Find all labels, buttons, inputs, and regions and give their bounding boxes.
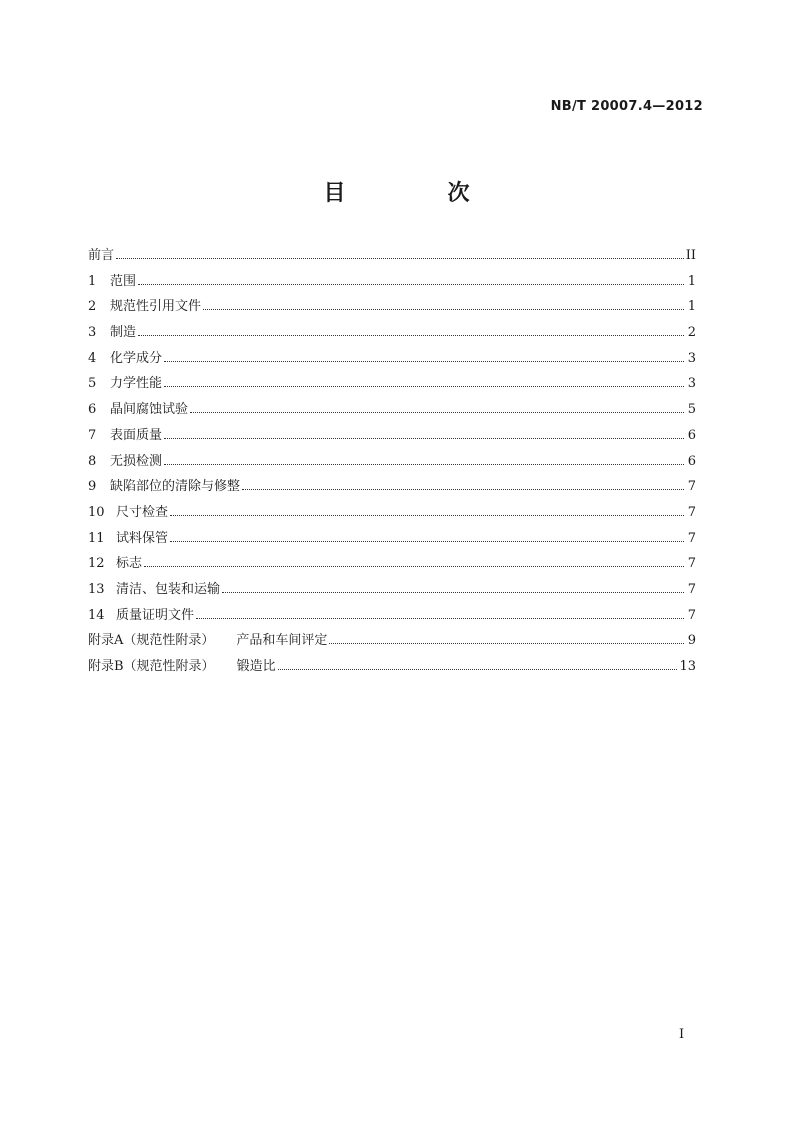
- toc-entry-foreword[interactable]: [88, 244, 696, 270]
- dot-leader: [116, 257, 684, 259]
- page-number: I: [679, 1027, 685, 1042]
- toc-entry-number: 7: [88, 427, 97, 443]
- toc-entry-page: 13: [679, 659, 696, 674]
- dot-leader: [190, 411, 684, 413]
- dot-leader: [144, 565, 684, 567]
- standard-number: NB/T 20007.4—2012: [550, 99, 703, 114]
- toc-entry-2[interactable]: [88, 295, 696, 321]
- toc-entry-1[interactable]: [88, 270, 696, 296]
- dot-leader: [170, 514, 684, 516]
- toc-entry-label: 质量证明文件: [116, 607, 195, 623]
- toc-entry-label: 前言: [88, 248, 115, 263]
- toc-entry-number: 10: [88, 504, 105, 520]
- toc-entry-page: 7: [687, 607, 696, 623]
- toc-entry-page: 7: [687, 581, 696, 597]
- toc-entry-page: 7: [687, 504, 696, 520]
- toc-entry-label: 清洁、包装和运输: [116, 581, 221, 597]
- toc-entry-page: 2: [687, 325, 696, 341]
- toc-entry-page: 7: [687, 556, 696, 572]
- toc-entry-number: 8: [88, 453, 97, 469]
- dot-leader: [222, 591, 684, 593]
- page-title: 目 次: [323, 181, 510, 206]
- toc-entry-page: 7: [687, 479, 696, 495]
- toc-entry-number: 5: [88, 376, 97, 392]
- toc-entry-label: 制造: [110, 325, 137, 341]
- toc-entry-number: 3: [88, 325, 97, 341]
- toc-entry-4[interactable]: [88, 347, 696, 373]
- table-of-contents: [88, 244, 696, 681]
- dot-leader: [203, 308, 684, 310]
- dot-leader: [164, 360, 684, 362]
- toc-entry-label: 标志: [116, 556, 143, 572]
- toc-entry-page: 3: [687, 350, 696, 366]
- toc-entry-label: 产品和车间评定: [236, 633, 328, 649]
- dot-leader: [164, 385, 684, 387]
- toc-entry-label: 缺陷部位的清除与修整: [110, 479, 241, 495]
- toc-entry-12[interactable]: [88, 552, 696, 578]
- dot-leader: [196, 617, 684, 619]
- toc-entry-label: 规范性引用文件: [110, 299, 202, 315]
- toc-entry-page: 9: [687, 633, 696, 649]
- toc-entry-annex-b[interactable]: [88, 655, 696, 681]
- dot-leader: [164, 437, 684, 439]
- toc-entry-number: 6: [88, 402, 97, 418]
- toc-entry-page: 6: [687, 453, 696, 469]
- toc-entry-label: 表面质量: [110, 427, 163, 443]
- toc-entry-page: II: [685, 248, 696, 263]
- toc-entry-number: 14: [88, 607, 105, 623]
- toc-entry-label: 晶间腐蚀试验: [110, 402, 189, 418]
- toc-annex-label: 附录A（规范性附录）: [88, 633, 215, 649]
- toc-entry-page: 7: [687, 530, 696, 546]
- toc-entry-label: 锻造比: [236, 659, 276, 674]
- toc-entry-page: 3: [687, 376, 696, 392]
- toc-entry-number: 13: [88, 581, 105, 597]
- toc-entry-label: 范围: [110, 273, 137, 289]
- toc-annex-label: 附录B（规范性附录）: [88, 659, 215, 674]
- toc-entry-label: 尺寸检查: [116, 504, 169, 520]
- toc-entry-label: 无损检测: [110, 453, 163, 469]
- toc-entry-11[interactable]: [88, 527, 696, 553]
- toc-entry-page: 1: [687, 299, 696, 315]
- dot-leader: [164, 463, 684, 465]
- toc-entry-page: 6: [687, 427, 696, 443]
- dot-leader: [278, 668, 678, 670]
- toc-entry-page: 1: [687, 273, 696, 289]
- toc-entry-label: 化学成分: [110, 350, 163, 366]
- toc-entry-7[interactable]: [88, 424, 696, 450]
- toc-entry-10[interactable]: [88, 501, 696, 527]
- toc-entry-9[interactable]: [88, 475, 696, 501]
- toc-entry-number: 11: [88, 530, 105, 546]
- toc-entry-6[interactable]: [88, 398, 696, 424]
- toc-entry-number: 12: [88, 556, 105, 572]
- toc-entry-page: 5: [687, 402, 696, 418]
- dot-leader: [138, 283, 684, 285]
- toc-entry-number: 4: [88, 350, 97, 366]
- toc-entry-number: 1: [88, 273, 97, 289]
- toc-entry-5[interactable]: [88, 372, 696, 398]
- dot-leader: [170, 540, 684, 542]
- toc-entry-13[interactable]: [88, 578, 696, 604]
- dot-leader: [329, 642, 684, 644]
- toc-entry-label: 力学性能: [110, 376, 163, 392]
- toc-entry-14[interactable]: [88, 604, 696, 630]
- toc-entry-label: 试料保管: [116, 530, 169, 546]
- dot-leader: [242, 488, 684, 490]
- toc-entry-8[interactable]: [88, 450, 696, 476]
- toc-entry-annex-a[interactable]: [88, 629, 696, 655]
- toc-entry-3[interactable]: [88, 321, 696, 347]
- dot-leader: [138, 334, 684, 336]
- toc-entry-number: 2: [88, 299, 97, 315]
- toc-entry-number: 9: [88, 479, 97, 495]
